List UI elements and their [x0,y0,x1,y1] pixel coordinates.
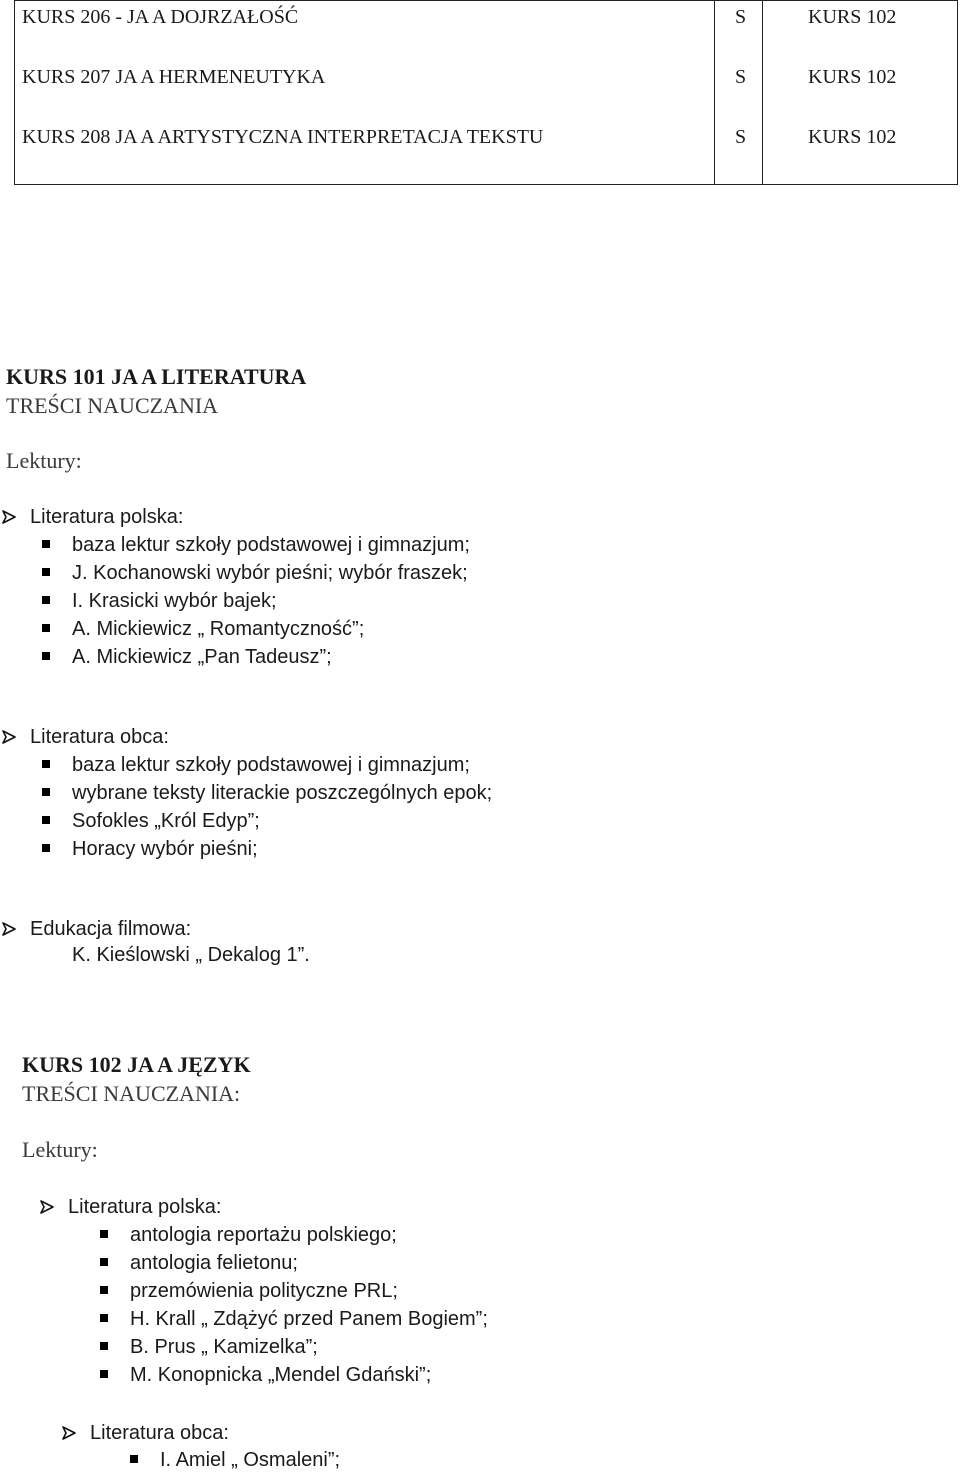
section-subtitle-kurs102: TREŚCI NAUCZANIA: [22,1081,241,1106]
list-heading-edukacja-filmowa: Edukacja filmowa: [2,916,191,941]
list-heading-literatura-obca: Literatura obca: [62,1420,229,1445]
list-item: Horacy wybór pieśni; [42,836,258,861]
square-bullet-icon [42,760,50,768]
square-bullet-icon [42,596,50,604]
arrow-bullet-icon [62,1426,76,1440]
arrow-bullet-icon [2,510,16,524]
list-item: H. Krall „ Zdążyć przed Panem Bogiem”; [100,1306,488,1331]
list-item: A. Mickiewicz „ Romantyczność”; [42,616,364,641]
course-name: KURS 208 JA A ARTYSTYCZNA INTERPRETACJA TEKSTU [22,126,544,148]
list-heading-literatura-polska: Literatura polska: [2,504,183,529]
square-bullet-icon [42,652,50,660]
square-bullet-icon [100,1258,108,1266]
square-bullet-icon [100,1370,108,1378]
list-heading-literatura-obca: Literatura obca: [2,724,169,749]
square-bullet-icon [100,1230,108,1238]
course-name: KURS 207 JA A HERMENEUTYKA [22,66,326,88]
arrow-bullet-icon [40,1200,54,1214]
square-bullet-icon [42,540,50,548]
lektury-label: Lektury: [6,448,82,473]
list-item: J. Kochanowski wybór pieśni; wybór fraszek; [42,560,468,585]
list-item: baza lektur szkoły podstawowej i gimnazjum; [42,752,470,777]
arrow-bullet-icon [2,730,16,744]
list-item: M. Konopnicka „Mendel Gdański”; [100,1362,431,1387]
square-bullet-icon [42,568,50,576]
list-item: I. Amiel „ Osmaleni”; [130,1447,340,1472]
film-item: K. Kieślowski „ Dekalog 1”. [72,944,310,966]
arrow-bullet-icon [2,922,16,936]
list-item: baza lektur szkoły podstawowej i gimnazjum; [42,532,470,557]
square-bullet-icon [42,816,50,824]
list-item: wybrane teksty literackie poszczególnych epok; [42,780,492,805]
table-row [22,65,325,89]
section-subtitle-kurs101: TREŚCI NAUCZANIA [6,393,219,418]
course-prereq: KURS 102 [808,66,897,88]
course-type: S [735,6,747,28]
list-item: I. Krasicki wybór bajek; [42,588,277,613]
section-title-kurs102: KURS 102 JA A JĘZYK [22,1052,251,1077]
course-prereq: KURS 102 [808,6,897,28]
square-bullet-icon [100,1342,108,1350]
square-bullet-icon [42,844,50,852]
table-row [22,125,543,149]
list-heading-literatura-polska: Literatura polska: [40,1194,221,1219]
course-name: KURS 206 - JA A DOJRZAŁOŚĆ [22,6,299,28]
list-item: antologia felietonu; [100,1250,298,1275]
lektury-label: Lektury: [22,1137,98,1162]
square-bullet-icon [100,1286,108,1294]
list-item: A. Mickiewicz „Pan Tadeusz”; [42,644,332,669]
square-bullet-icon [42,624,50,632]
list-item: antologia reportażu polskiego; [100,1222,397,1247]
course-type: S [735,126,747,148]
list-item: B. Prus „ Kamizelka”; [100,1334,318,1359]
square-bullet-icon [100,1314,108,1322]
list-item: Sofokles „Król Edyp”; [42,808,260,833]
section-title-kurs101: KURS 101 JA A LITERATURA [6,364,307,389]
table-row [22,5,298,29]
course-type: S [735,66,747,88]
course-prereq: KURS 102 [808,126,897,148]
square-bullet-icon [42,788,50,796]
list-item: przemówienia polityczne PRL; [100,1278,398,1303]
square-bullet-icon [130,1455,138,1463]
